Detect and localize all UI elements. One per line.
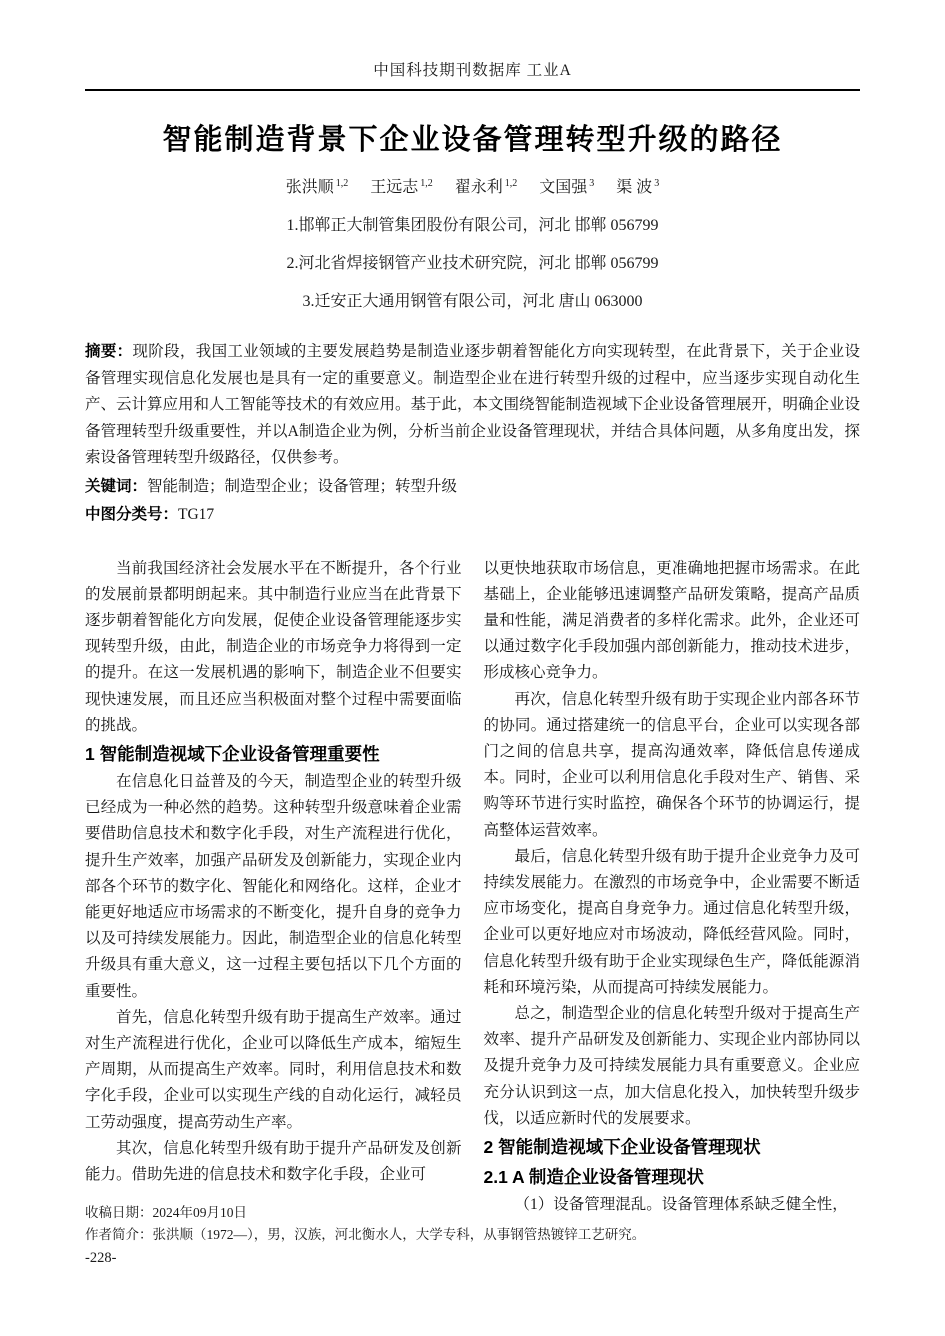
- paragraph-continuation: 以更快地获取市场信息，更准确地把握市场需求。在此基础上，企业能够迅速调整产品研发策略，提高产品质量和性能，满足消费者的多样化需求。此外，企业还可以通过数字化手段加强内部创新能力，推动技术进步，形成核心竞争力。: [483, 559, 860, 682]
- author-superscript: 3: [654, 177, 660, 189]
- author-superscript: 1,2: [420, 177, 433, 189]
- author-superscript: 1,2: [335, 177, 349, 189]
- keywords-line: [85, 473, 860, 500]
- page-number: -228-: [85, 1250, 117, 1266]
- author: [370, 174, 433, 197]
- article-title: 智能制造背景下企业设备管理转型升级的路径: [162, 124, 783, 156]
- author: [286, 174, 349, 197]
- journal-header: 中国科技期刊数据库 工业A: [373, 62, 572, 79]
- author-bio: 作者简介：张洪顺（1972—），男，汉族，河北衡水人，大学专科，从事钢管热镀锌工艺研究。: [85, 1227, 646, 1242]
- affiliation-line: 1.邯郸正大制管集团股份有限公司，河北 邯郸 056799: [286, 217, 659, 234]
- author-superscript: 1,2: [504, 177, 518, 189]
- clc-value: TG17: [178, 505, 215, 523]
- author-line: [85, 174, 860, 197]
- author: [455, 174, 518, 197]
- header-divider: [85, 89, 860, 91]
- abstract: [85, 339, 860, 472]
- author: [539, 174, 594, 197]
- paragraph: 在信息化日益普及的今天，制造型企业的转型升级已经成为一种必然的趋势。这种转型升级意味着企业需要借助信息技术和数字化手段，对生产流程进行优化，提升生产效率，加强产品研发及创新能力，实现企业内部各个环节的数字化、智能化和网络化。这样，企业才能更好地适应市场需求的不断变化，提升自身的竞争力以及可持续发展能力。因此，制造型企业的信息化转型升级具有重大意义，这一过程主要包括以下几个方面的重要性。: [85, 772, 462, 1000]
- clc-line: [85, 501, 860, 528]
- paragraph: （1）设备管理混乱。设备管理体系缺乏健全性，: [514, 1195, 848, 1213]
- author-name: 张洪顺: [285, 179, 334, 196]
- affiliation-line: 2.河北省焊接钢管产业技术研究院，河北 邯郸 056799: [286, 255, 659, 272]
- affiliations: [85, 207, 860, 321]
- paragraph: 其次，信息化转型升级有助于提升产品研发及创新能力。借助先进的信息技术和数字化手段，企业可: [85, 1139, 462, 1183]
- left-column: [85, 556, 462, 1228]
- paragraph: 总之，制造型企业的信息化转型升级对于提高生产效率、提升产品研发及创新能力、实现企业内部协同以及提升竞争力及可持续发展能力具有重要意义。企业应充分认识到这一点，加大信息化投入，加快转型升级步伐，以适应新时代的发展要求。: [483, 1004, 860, 1127]
- affiliation-line: 3.迁安正大通用钢管有限公司，河北 唐山 063000: [302, 293, 643, 310]
- page-content: [85, 0, 860, 1228]
- subsection-heading-2-1: 2.1 A 制造企业设备管理现状: [483, 1166, 704, 1187]
- author: [616, 174, 659, 197]
- paragraph: 再次，信息化转型升级有助于实现企业内部各环节的协同。通过搭建统一的信息平台，企业可以实现各部门之间的信息共享，提高沟通效率，降低信息传递成本。同时，企业可以利用信息化手段对生产、销售、采购等环节进行实时监控，确保各个环节的协调运行，提高整体运营效率。: [483, 690, 860, 839]
- keywords-text: 智能制造；制造型企业；设备管理；转型升级: [147, 477, 458, 495]
- right-column: [484, 556, 861, 1228]
- keywords-label: 关键词：: [85, 477, 148, 495]
- author-name: 王远志: [370, 179, 419, 196]
- abstract-text: 现阶段，我国工业领域的主要发展趋势是制造业逐步朝着智能化方向实现转型，在此背景下，关于企业设备管理实现信息化发展也是具有一定的重要意义。制造型企业在进行转型升级的过程中，应当逐步实现自动化生产、云计算应用和人工智能等技术的有效应用。基于此，本文围绕智能制造视域下企业设备管理展开，明确企业设备管理转型升级重要性，并以A制造企业为例，分析当前企业设备管理现状，并结合具体问题，从多角度出发，探索设备管理转型升级路径，仅供参考。: [85, 343, 861, 466]
- paragraph: 首先，信息化转型升级有助于提高生产效率。通过对生产流程进行优化，企业可以降低生产成本，缩短生产周期，从而提高生产效率。同时，利用信息技术和数字化手段，企业可以实现生产线的自动化运行，减轻员工劳动强度，提高劳动生产率。: [85, 1008, 462, 1131]
- received-date: 收稿日期：2024年09月10日: [85, 1205, 247, 1220]
- section-heading-2: 2 智能制造视域下企业设备管理现状: [483, 1136, 761, 1157]
- author-name: 渠 波: [616, 179, 653, 196]
- section-heading-1: 1 智能制造视域下企业设备管理重要性: [85, 743, 380, 764]
- paragraph: 最后，信息化转型升级有助于提升企业竞争力及可持续发展能力。在激烈的市场竞争中，企业需要不断适应市场变化，提高自身竞争力。通过信息化转型升级，企业可以更好地应对市场波动，降低经营风险。同时，信息化转型升级有助于企业实现绿色生产，降低能源消耗和环境污染，从而提高可持续发展能力。: [483, 847, 860, 996]
- paragraph: 当前我国经济社会发展水平在不断提升，各个行业的发展前景都明朗起来。其中制造行业应当在此背景下逐步朝着智能化方向发展，促使企业设备管理能逐步实现转型升级，由此，制造企业的市场竞争力将得到一定的提升。在这一发展机遇的影响下，制造企业不但要实现快速发展，而且还应当积极面对整个过程中需要面临的挑战。: [85, 559, 462, 734]
- author-superscript: 3: [589, 177, 595, 189]
- author-name: 翟永利: [454, 179, 503, 196]
- abstract-label: 摘要：: [85, 343, 133, 360]
- author-name: 文国强: [539, 179, 588, 196]
- body-columns: [85, 556, 860, 1228]
- clc-label: 中图分类号：: [85, 505, 179, 523]
- footnote-block: [85, 1202, 860, 1269]
